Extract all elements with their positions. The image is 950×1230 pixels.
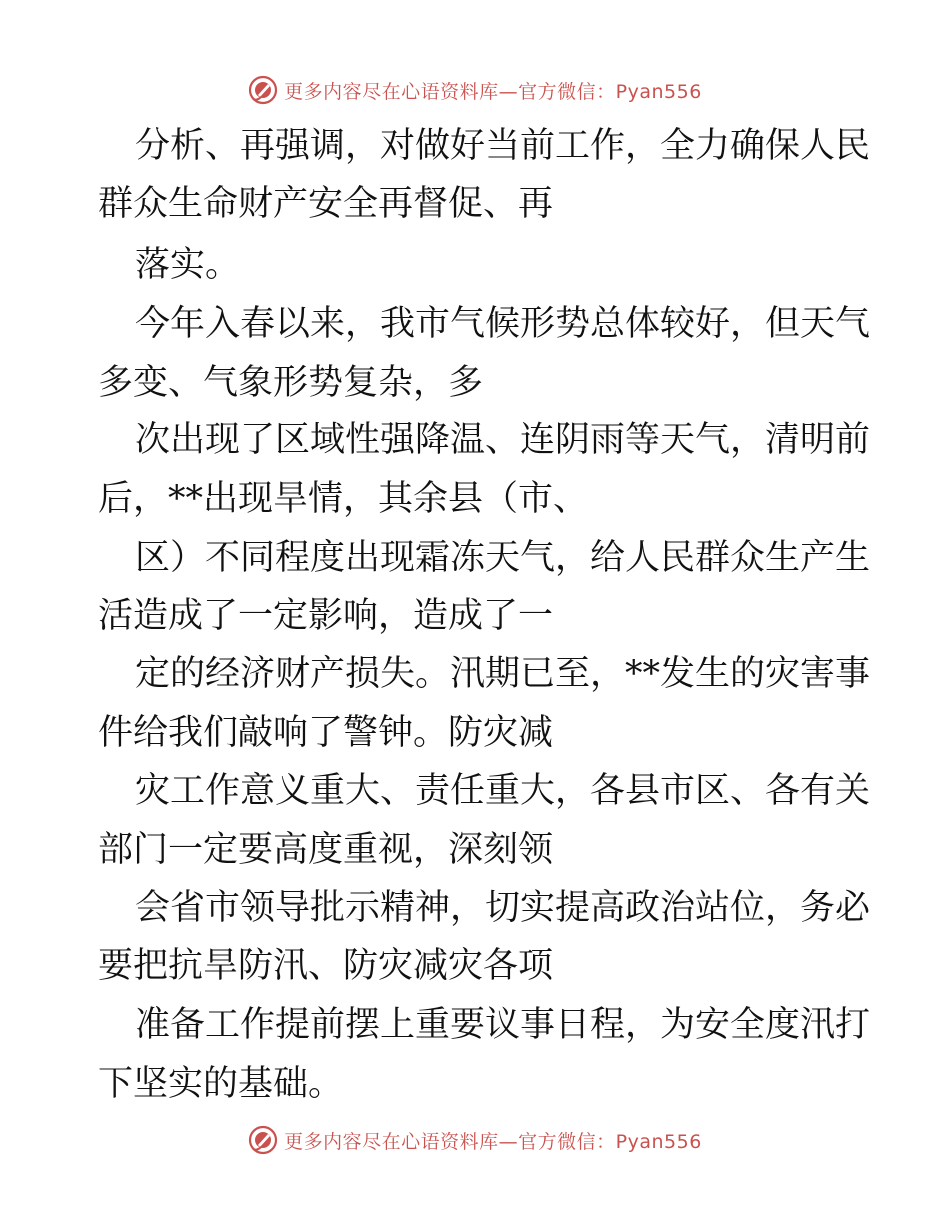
body-line: 多变、气象形势复杂，多: [98, 363, 484, 403]
header-watermark: [0, 70, 950, 110]
body-line: 群众生命财产安全再督促、再: [98, 184, 554, 224]
body-line: 定的经济财产损失。汛期已至，**发生的灾害事: [135, 654, 871, 694]
seal-logo-icon: [248, 75, 278, 105]
body-line: 要把抗旱防汛、防灾减灾各项: [98, 946, 554, 986]
body-line: 灾工作意义重大、责任重大，各县市区、各有关: [135, 771, 871, 811]
header-watermark-text: 更多内容尽在心语资料库—官方微信：Pyan556: [284, 80, 702, 103]
body-line: 准备工作提前摆上重要议事日程，为安全度汛打: [135, 1005, 871, 1045]
body-line: 下坚实的基础。: [98, 1064, 344, 1104]
body-line: 落实。: [135, 245, 241, 285]
footer-watermark: [0, 1120, 950, 1160]
body-line: 区）不同程度出现霜冻天气，给人民群众生产生: [135, 538, 871, 578]
body-line: 分析、再强调，对做好当前工作，全力确保人民: [135, 126, 871, 166]
body-line: 活造成了一定影响，造成了一: [98, 596, 554, 636]
body-line: 件给我们敲响了警钟。防灾减: [98, 713, 554, 753]
body-line: 次出现了区域性强降温、连阴雨等天气，清明前: [135, 420, 871, 460]
body-line: 会省市领导批示精神，切实提高政治站位，务必: [135, 888, 871, 928]
footer-watermark-text: 更多内容尽在心语资料库—官方微信：Pyan556: [284, 1130, 702, 1153]
body-line: 部门一定要高度重视，深刻领: [98, 830, 554, 870]
seal-logo-icon: [248, 1125, 278, 1155]
body-line: 后，**出现旱情，其余县（市、: [98, 479, 589, 519]
body-line: 今年入春以来，我市气候形势总体较好，但天气: [135, 304, 871, 344]
